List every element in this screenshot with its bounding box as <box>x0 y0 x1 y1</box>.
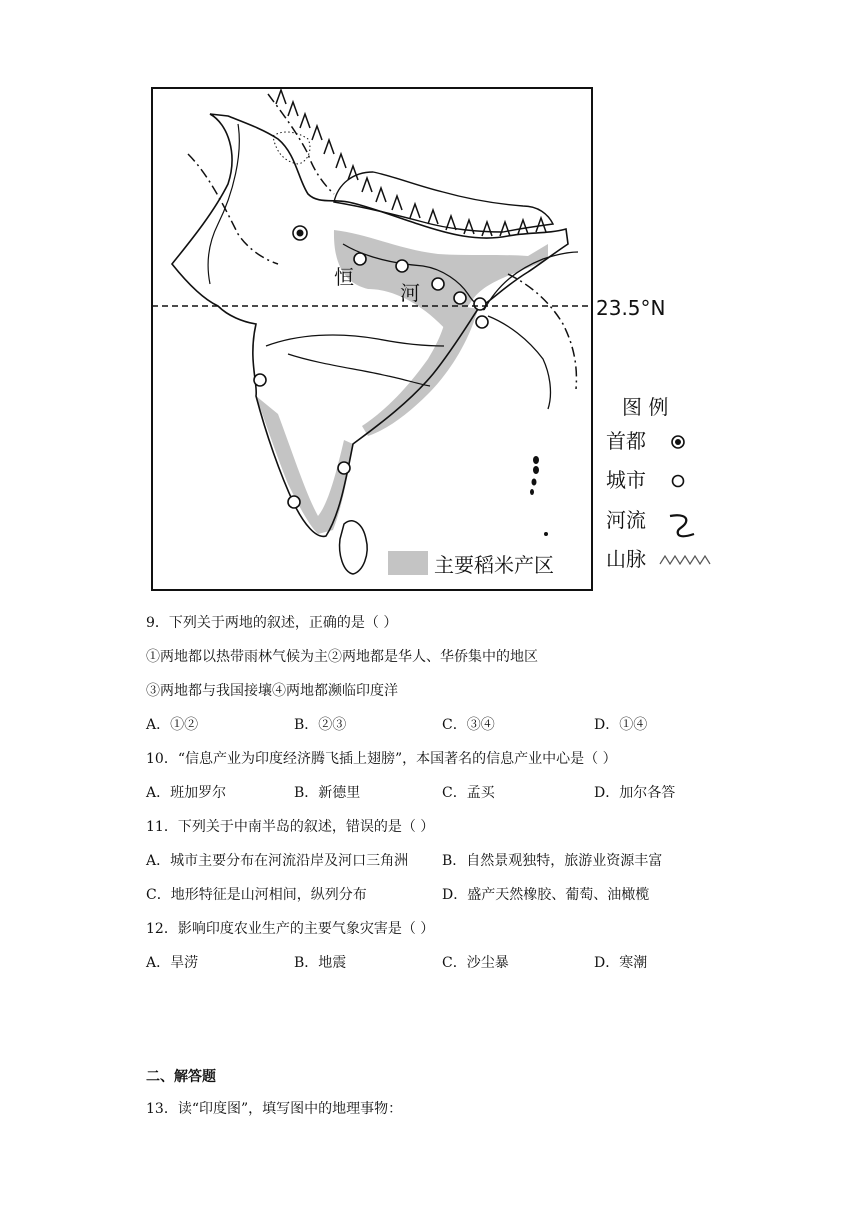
india-map <box>148 84 728 596</box>
option-d[interactable]: D．加尔各答 <box>594 785 676 801</box>
option-a[interactable]: A．城市主要分布在河流沿岸及河口三角洲 <box>146 853 409 869</box>
map-frame <box>152 88 592 590</box>
option-b[interactable]: B．地震 <box>294 955 347 971</box>
option-a[interactable]: A．①② <box>146 717 199 733</box>
option-b[interactable]: B．②③ <box>294 717 347 733</box>
option-b[interactable]: B．新德里 <box>294 785 361 801</box>
option-d[interactable]: D．寒潮 <box>594 955 648 971</box>
river-label-ganges-2: 河 <box>400 281 420 305</box>
legend-title: 图 例 <box>622 395 669 419</box>
legend-item-label: 首都 <box>606 429 646 453</box>
question-9-stem: 9．下列关于两地的叙述，正确的是（ ） <box>146 615 398 631</box>
question-12-stem: 12．影响印度农业生产的主要气象灾害是（ ） <box>146 921 435 937</box>
river-icon <box>670 515 694 536</box>
question-11-options-row-2 <box>146 885 746 905</box>
legend-item-label: 城市 <box>606 468 646 492</box>
question-10-options <box>146 783 746 803</box>
capital-marker <box>293 226 307 240</box>
legend <box>606 395 710 571</box>
option-d[interactable]: D．①④ <box>594 717 648 733</box>
option-a[interactable]: A．旱涝 <box>146 955 199 971</box>
mountain-icon <box>660 556 710 564</box>
option-c[interactable]: C．孟买 <box>442 785 495 801</box>
rice-legend-swatch <box>388 551 428 575</box>
section-title: 二、解答题 <box>146 1069 216 1085</box>
rice-legend-label: 主要稻米产区 <box>434 553 554 577</box>
question-11-stem: 11．下列关于中南半岛的叙述，错误的是（ ） <box>146 819 435 835</box>
question-9-statement-2: ③两地都与我国接壤④两地都濒临印度洋 <box>146 683 398 699</box>
question-13-stem: 13．读“印度图”，填写图中的地理事物： <box>146 1101 403 1117</box>
capital-icon <box>672 436 684 448</box>
question-9-options <box>146 715 746 735</box>
legend-item-label: 山脉 <box>606 547 646 571</box>
option-c[interactable]: C．地形特征是山河相间，纵列分布 <box>146 887 367 903</box>
option-b[interactable]: B．自然景观独特，旅游业资源丰富 <box>442 853 663 869</box>
option-d[interactable]: D．盛产天然橡胶、葡萄、油橄榄 <box>442 887 650 903</box>
question-11-options-row-1 <box>146 851 746 871</box>
question-10-stem: 10．“信息产业为印度经济腾飞插上翅膀”，本国著名的信息产业中心是（ ） <box>146 751 617 767</box>
latitude-label: 23.5°N <box>596 296 666 320</box>
question-12-options <box>146 953 746 973</box>
legend-item-label: 河流 <box>606 508 646 532</box>
city-icon <box>673 476 684 487</box>
river-label-ganges-1: 恒 <box>334 265 354 289</box>
option-c[interactable]: C．沙尘暴 <box>442 955 509 971</box>
question-9-statement-1: ①两地都以热带雨林气候为主②两地都是华人、华侨集中的地区 <box>146 649 538 665</box>
option-a[interactable]: A．班加罗尔 <box>146 785 227 801</box>
option-c[interactable]: C．③④ <box>442 717 495 733</box>
